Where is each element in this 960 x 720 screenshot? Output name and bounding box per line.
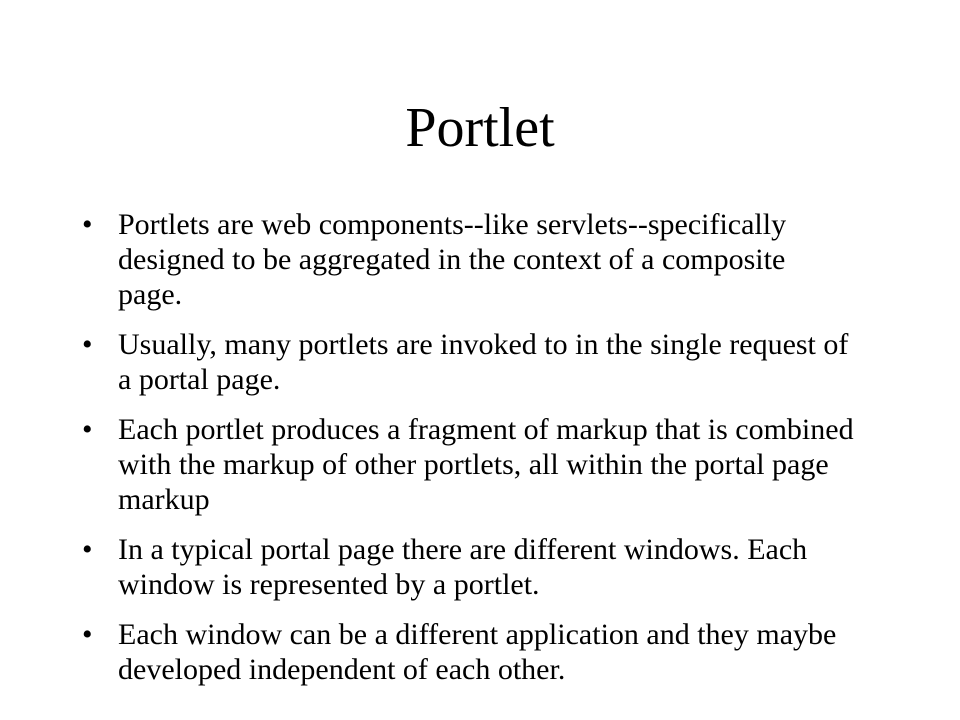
bullet-text: Portlets are web components--like servlets--specifically designed to be aggregated in the context of a composite page.: [118, 208, 787, 311]
bullet-item: [76, 412, 856, 517]
bullet-item: [76, 532, 856, 602]
bullet-text: In a typical portal page there are different windows. Each window is represented by a portlet.: [118, 533, 808, 601]
bullet-item: [76, 327, 856, 397]
bullet-text: Usually, many portlets are invoked to in the single request of a portal page.: [118, 328, 849, 396]
bullet-icon: •: [82, 533, 93, 566]
bullet-icon: •: [82, 413, 93, 446]
bullet-icon: •: [82, 328, 93, 361]
bullet-item: [76, 617, 856, 687]
bullet-icon: •: [82, 618, 93, 651]
bullet-icon: •: [82, 208, 93, 241]
bullet-text: Each portlet produces a fragment of markup that is combined with the markup of other portlets, all within the portal page markup: [118, 413, 854, 516]
bullet-text: Each window can be a different application and they maybe developed independent of each other.: [118, 618, 837, 686]
bullet-item: [76, 207, 856, 312]
slide-title: Portlet: [405, 97, 555, 159]
bullet-list: [76, 207, 856, 702]
